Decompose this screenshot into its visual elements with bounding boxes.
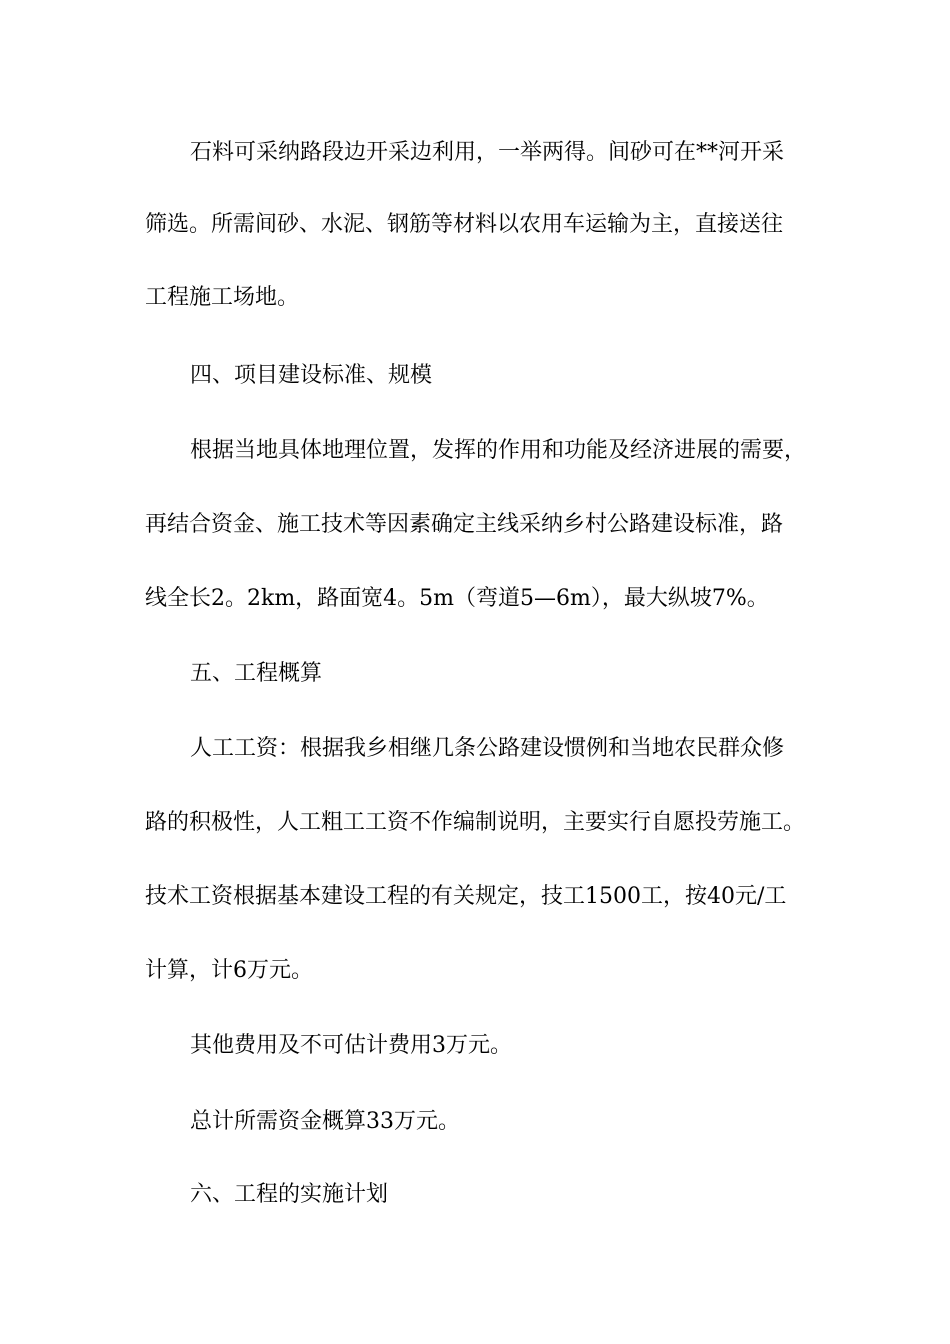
section-heading-5: 五、工程概算 xyxy=(190,661,323,686)
paragraph-line-12: 计算，计6万元。 xyxy=(145,958,313,983)
paragraph-line-10: 路的积极性，人工粗工工资不作编制说明，主要实行自愿投劳施工。 xyxy=(145,810,806,835)
paragraph-line-14: 总计所需资金概算33万元。 xyxy=(190,1109,460,1134)
paragraph-line-2: 筛选。所需间砂、水泥、钢筋等材料以农用车运输为主，直接送往 xyxy=(145,212,784,237)
paragraph-line-1: 石料可采纳路段边开采边利用，一举两得。间砂可在**河开采 xyxy=(190,140,785,165)
paragraph-line-6: 再结合资金、施工技术等因素确定主线采纳乡村公路建设标准，路 xyxy=(145,512,784,537)
paragraph-line-13: 其他费用及不可估计费用3万元。 xyxy=(190,1033,512,1058)
paragraph-line-9: 人工工资：根据我乡相继几条公路建设惯例和当地农民群众修 xyxy=(190,736,785,761)
section-heading-6: 六、工程的实施计划 xyxy=(190,1182,389,1207)
paragraph-line-7: 线全长2。2km，路面宽4。5m（弯道5—6m），最大纵坡7%。 xyxy=(145,586,769,611)
paragraph-line-5: 根据当地具体地理位置，发挥的作用和功能及经济进展的需要， xyxy=(190,438,807,463)
paragraph-line-3: 工程施工场地。 xyxy=(145,285,300,310)
section-heading-4: 四、项目建设标准、规模 xyxy=(190,363,433,388)
paragraph-line-11: 技术工资根据基本建设工程的有关规定，技工1500工，按40元/工 xyxy=(145,884,787,909)
